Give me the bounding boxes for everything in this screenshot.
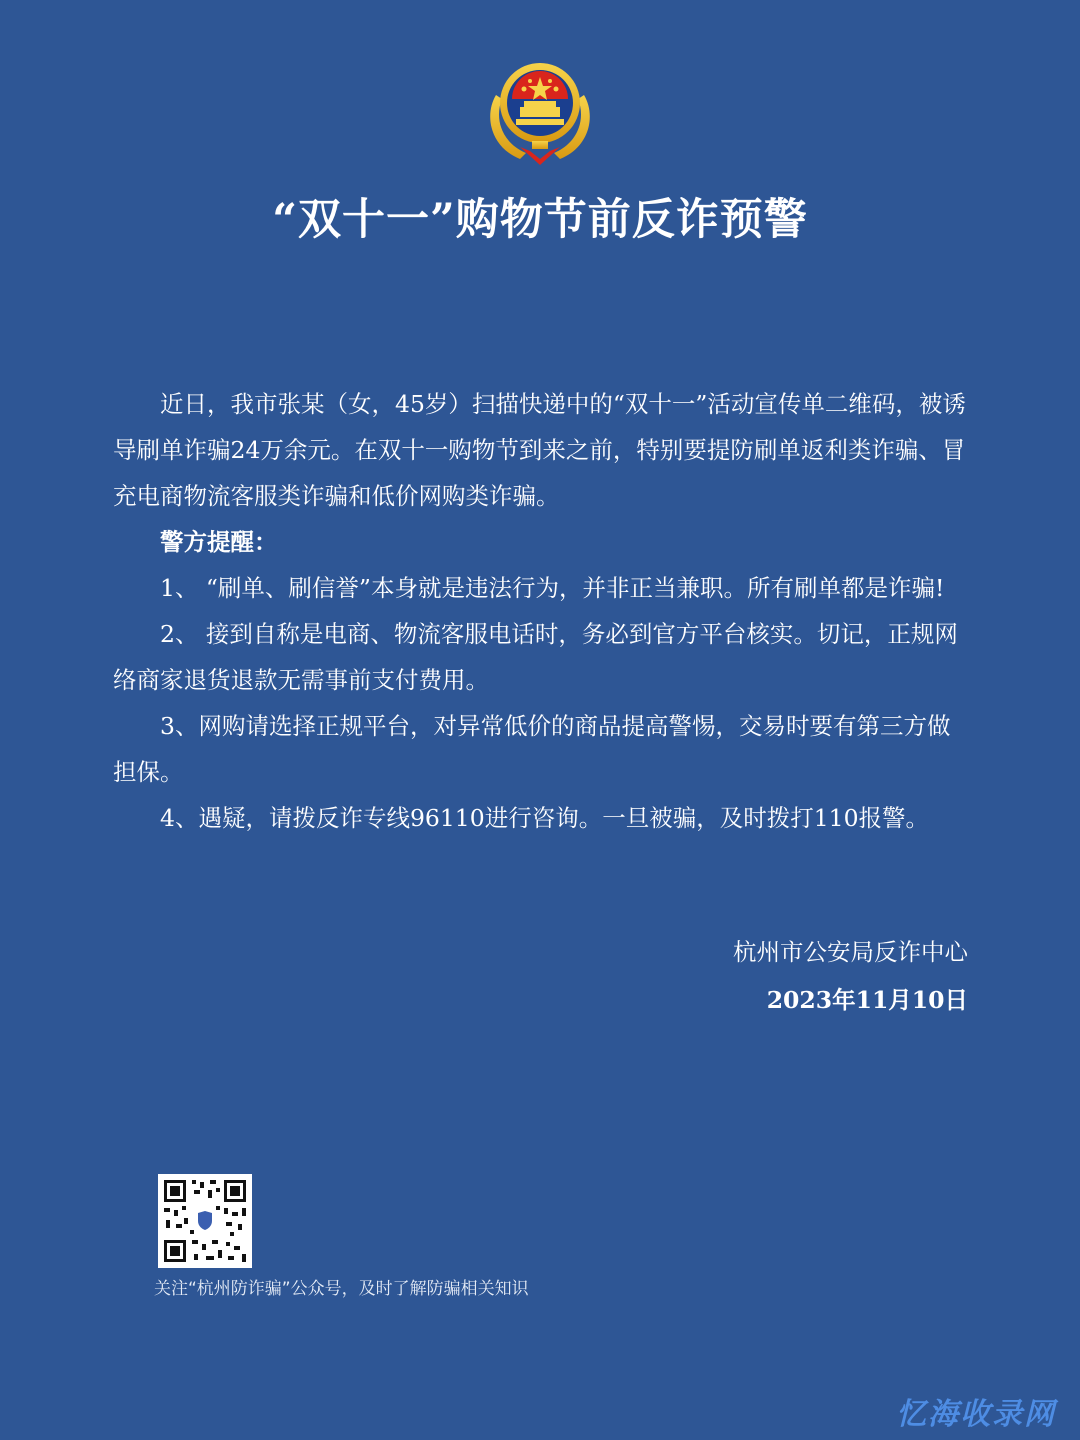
police-emblem-icon (480, 55, 600, 170)
reminder-item-4: 4、遇疑，请拨反诈专线96110进行咨询。一旦被骗，及时拨打110报警。 (160, 804, 930, 832)
reminder-item-3: 3、网购请选择正规平台，对异常低价的商品提高警惕，交易时要有第三方做担保。 (113, 712, 951, 786)
qr-code-icon[interactable] (158, 1174, 252, 1268)
page-title: “双十一”购物节前反诈预警 (272, 195, 808, 245)
reminder-item-1: 1、 “刷单、刷信誉”本身就是违法行为，并非正当兼职。所有刷单都是诈骗! (160, 574, 945, 602)
signature-block (733, 928, 968, 1024)
watermark: 忆海收录网 (896, 1397, 1056, 1432)
issue-date: 2023年11月10日 (766, 986, 968, 1014)
intro-paragraph: 近日，我市张某（女，45岁）扫描快递中的“双十一”活动宣传单二维码，被诱导刷单诈骗24万余元。在双十一购物节到来之前，特别要提防刷单返利类诈骗、冒充电商物流客服类诈骗和低价网购类诈骗。 (113, 390, 966, 510)
issuing-organization: 杭州市公安局反诈中心 (733, 938, 968, 966)
qr-caption: 关注“杭州防诈骗”公众号，及时了解防骗相关知识 (154, 1279, 529, 1299)
notice-body (113, 381, 969, 841)
reminder-heading: 警方提醒： (160, 528, 278, 556)
reminder-item-2: 2、 接到自称是电商、物流客服电话时，务必到官方平台核实。切记，正规网络商家退货退款无需事前支付费用。 (113, 620, 958, 694)
